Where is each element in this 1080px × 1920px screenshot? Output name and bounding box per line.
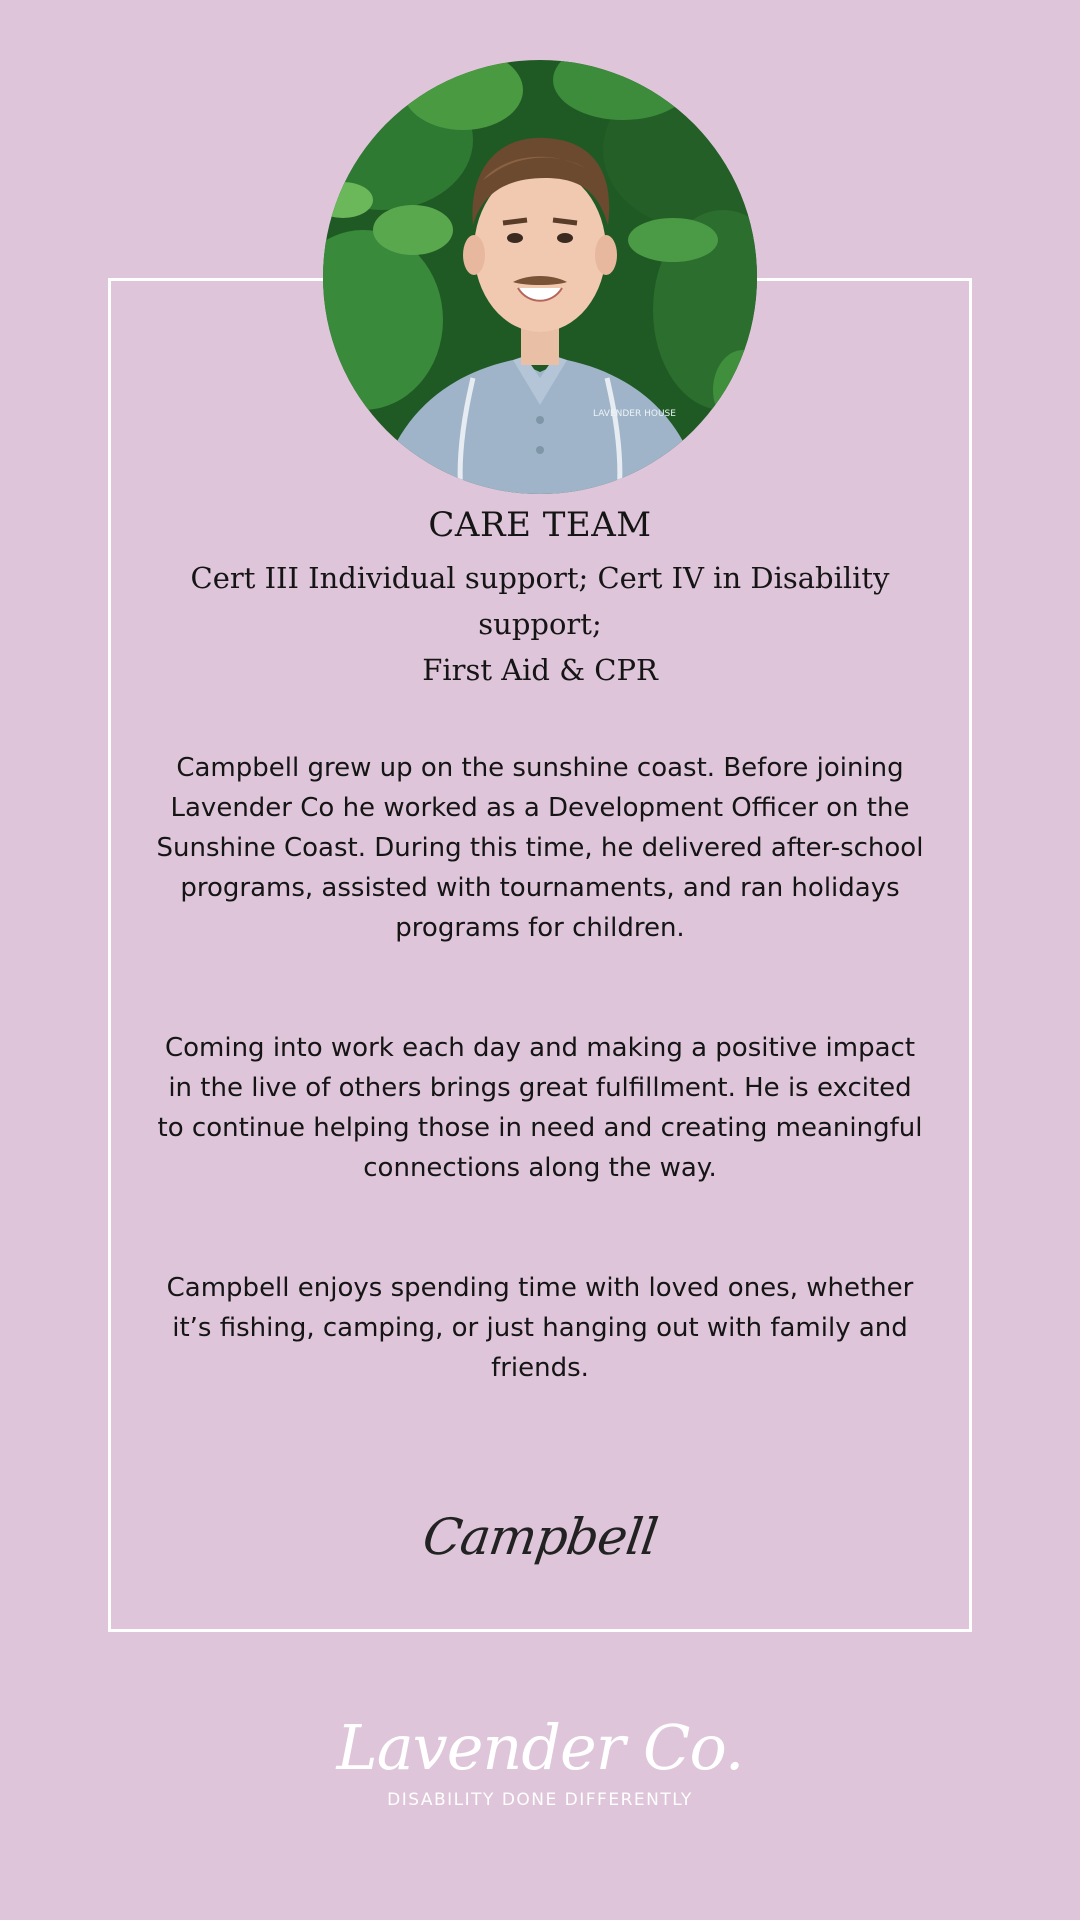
role-title: CARE TEAM: [428, 505, 652, 545]
qualifications-line-2: First Aid & CPR: [422, 653, 658, 687]
profile-photo: [323, 60, 757, 494]
qualifications-line-1: Cert III Individual support; Cert IV in Disability support;: [190, 561, 890, 641]
brand-name: Lavender Co.: [336, 1711, 744, 1784]
brand-logo: [0, 1708, 1080, 1810]
svg-text:LAVENDER HOUSE: LAVENDER HOUSE: [593, 409, 676, 419]
qualifications: [150, 555, 930, 693]
bio-paragraph-2: Coming into work each day and making a positive impact in the live of others brings great fulfillment. He is excited to continue helping those in need and creating meaningful connections along the way.: [157, 1033, 923, 1183]
brand-tagline: DISABILITY DONE DIFFERENTLY: [387, 1790, 693, 1810]
bio-paragraph-3: Campbell enjoys spending time with loved ones, whether it’s fishing, camping, or just hanging out with family and friends.: [166, 1273, 914, 1383]
signature: Campbell: [419, 1508, 661, 1566]
bio-paragraph-1: Campbell grew up on the sunshine coast. Before joining Lavender Co he worked as a Development Officer on the Sunshine Coast. During this time, he delivered after-school programs, assisted with tournaments, and ran holidays programs for children.: [156, 753, 924, 943]
